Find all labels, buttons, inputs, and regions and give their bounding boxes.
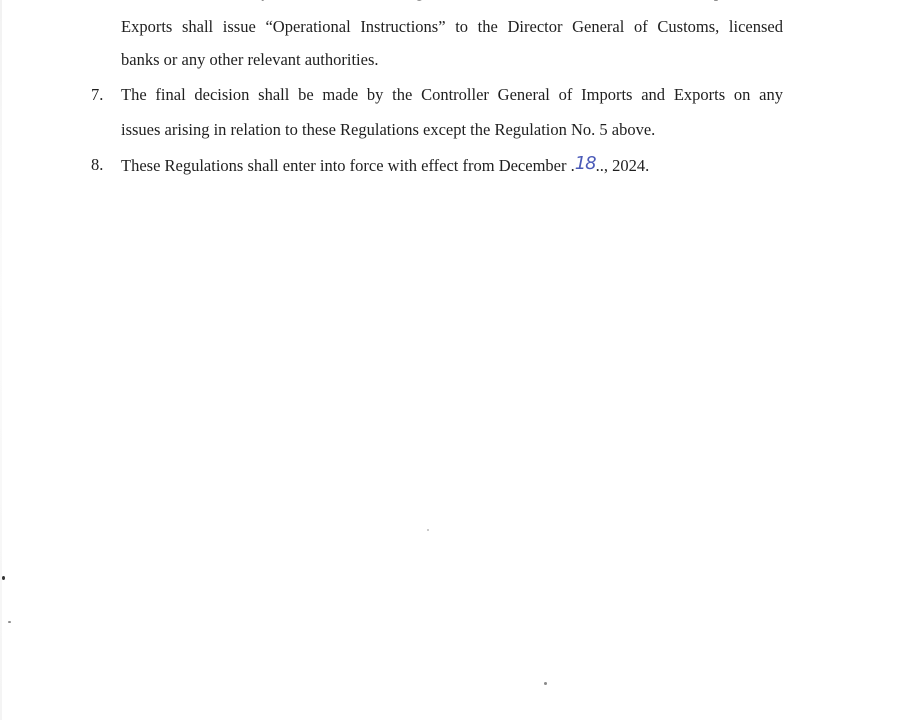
scan-speck [2, 576, 5, 580]
item-6-line-2: Exports shall issue “Operational Instructions” to the Director General of Customs, licensed [121, 17, 783, 36]
scan-speck [427, 529, 429, 531]
item-7-line-2: issues arising in relation to these Regulations except the Regulation No. 5 above. [121, 120, 656, 139]
scan-speck [544, 682, 547, 685]
item-number [91, 0, 103, 2]
item-6-line-1 [121, 0, 783, 2]
item-7-line-1: The final decision shall be made by the Controller General of Imports and Exports on any [121, 85, 783, 104]
item-8-text-after: .., 2024. [595, 156, 650, 175]
item-8-line-1 [121, 155, 649, 176]
scan-speck [8, 621, 11, 623]
handwritten-day: 18 [574, 153, 596, 174]
item-number: 7. [91, 85, 104, 104]
item-6-line-3: banks or any other relevant authorities. [121, 50, 379, 69]
item-8-text-before: These Regulations shall enter into force with effect from December . [121, 156, 575, 175]
item-number: 8. [91, 155, 104, 174]
scan-edge-shadow [0, 0, 2, 720]
